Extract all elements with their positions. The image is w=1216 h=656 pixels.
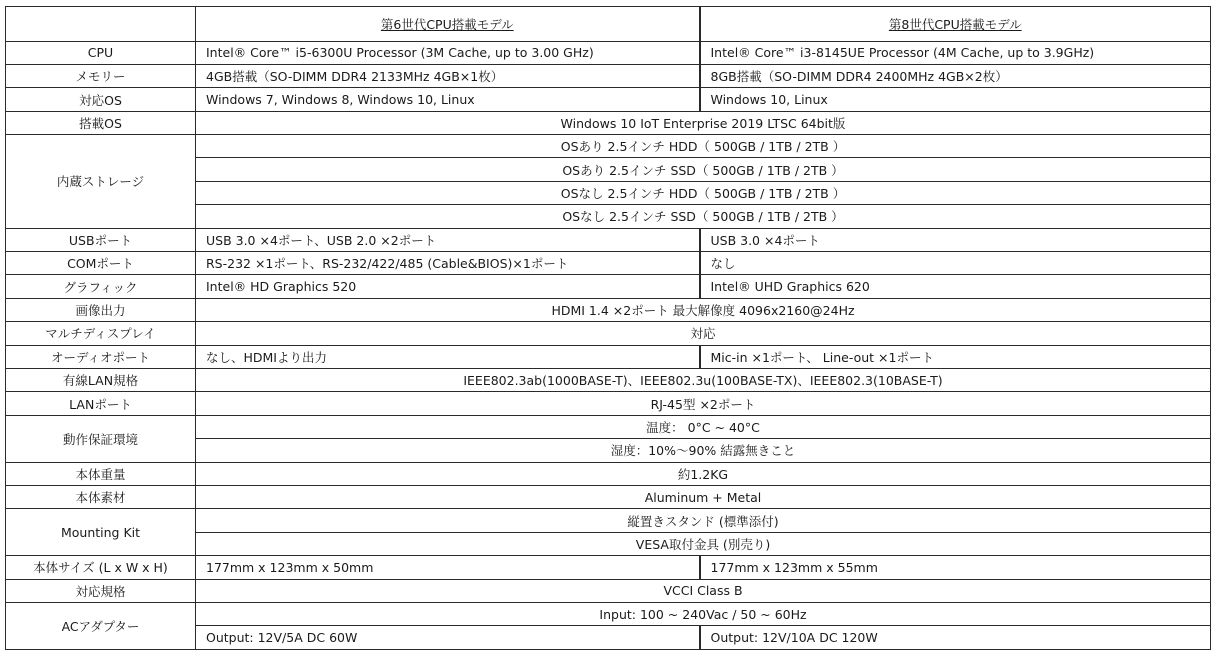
os-support-gen8: Windows 10, Linux (700, 88, 1211, 111)
row-environment-temp (6, 415, 1211, 438)
row-ac-input (6, 602, 1211, 625)
mounting-vesa: VESA取付金具 (別売り) (196, 532, 1211, 555)
row-label-audio: オーディオポート (6, 345, 196, 368)
row-lan-port (6, 392, 1211, 415)
multi-display-value: 対応 (196, 322, 1211, 345)
environment-humidity: 湿度：10%～90% 結露無きこと (196, 439, 1211, 462)
lan-standard-value: IEEE802.3ab(1000BASE-T)、IEEE802.3u(100BASE-TX)、IEEE802.3(10BASE-T) (196, 369, 1211, 392)
row-audio (6, 345, 1211, 368)
row-multi-display (6, 322, 1211, 345)
ac-input-value: Input: 100 ~ 240Vac / 50 ~ 60Hz (196, 602, 1211, 625)
row-com (6, 252, 1211, 275)
com-gen6: RS-232 ×1ポート、RS-232/422/485 (Cable&BIOS)×1ポート (196, 252, 700, 275)
environment-temperature: 温度： 0°C ~ 40°C (196, 415, 1211, 438)
row-video-out (6, 298, 1211, 321)
audio-gen8: Mic-in ×1ポート、 Line-out ×1ポート (700, 345, 1211, 368)
row-label-os-support: 対応OS (6, 88, 196, 111)
header-corner-cell (6, 7, 196, 42)
graphics-gen8: Intel® UHD Graphics 620 (700, 275, 1211, 298)
mounting-stand: 縦置きスタンド (標準添付) (196, 509, 1211, 532)
storage-option: OSなし 2.5インチ HDD（ 500GB / 1TB / 2TB ） (196, 181, 1211, 204)
os-support-gen6: Windows 7, Windows 8, Windows 10, Linux (196, 88, 700, 111)
row-label-ac-adapter: ACアダプター (6, 602, 196, 649)
spec-table (5, 6, 1211, 650)
row-graphics (6, 275, 1211, 298)
weight-value: 約1.2KG (196, 462, 1211, 485)
row-label-mounting: Mounting Kit (6, 509, 196, 556)
row-label-lan-standard: 有線LAN規格 (6, 369, 196, 392)
header-gen8: 第8世代CPU搭載モデル (700, 7, 1211, 42)
video-out-value: HDMI 1.4 ×2ポート 最大解像度 4096x2160@24Hz (196, 298, 1211, 321)
row-label-usb: USBポート (6, 228, 196, 251)
row-label-material: 本体素材 (6, 485, 196, 508)
row-storage-1 (6, 135, 1211, 158)
row-weight (6, 462, 1211, 485)
row-os-installed (6, 111, 1211, 134)
row-lan-standard (6, 369, 1211, 392)
usb-gen8: USB 3.0 ×4ポート (700, 228, 1211, 251)
storage-option: OSあり 2.5インチ HDD（ 500GB / 1TB / 2TB ） (196, 135, 1211, 158)
row-label-lan-port: LANポート (6, 392, 196, 415)
material-value: Aluminum + Metal (196, 485, 1211, 508)
row-label-compliance: 対応規格 (6, 579, 196, 602)
row-material (6, 485, 1211, 508)
size-gen8: 177mm x 123mm x 55mm (700, 556, 1211, 579)
row-os-support (6, 88, 1211, 111)
row-label-cpu: CPU (6, 41, 196, 64)
row-cpu (6, 41, 1211, 64)
row-label-size: 本体サイズ (L x W x H) (6, 556, 196, 579)
row-label-weight: 本体重量 (6, 462, 196, 485)
os-installed-value: Windows 10 IoT Enterprise 2019 LTSC 64bit版 (196, 111, 1211, 134)
cpu-gen6: Intel® Core™ i5-6300U Processor (3M Cache, up to 3.00 GHz) (196, 41, 700, 64)
row-compliance (6, 579, 1211, 602)
size-gen6: 177mm x 123mm x 50mm (196, 556, 700, 579)
usb-gen6: USB 3.0 ×4ポート、USB 2.0 ×2ポート (196, 228, 700, 251)
compliance-value: VCCI Class B (196, 579, 1211, 602)
row-label-storage: 内蔵ストレージ (6, 135, 196, 229)
audio-gen6: なし、HDMIより出力 (196, 345, 700, 368)
ac-output-gen6: Output: 12V/5A DC 60W (196, 626, 700, 650)
row-size (6, 556, 1211, 579)
com-gen8: なし (700, 252, 1211, 275)
graphics-gen6: Intel® HD Graphics 520 (196, 275, 700, 298)
row-label-os-installed: 搭載OS (6, 111, 196, 134)
storage-option: OSあり 2.5インチ SSD（ 500GB / 1TB / 2TB ） (196, 158, 1211, 181)
ac-output-gen8: Output: 12V/10A DC 120W (700, 626, 1211, 650)
row-label-memory: メモリー (6, 64, 196, 87)
row-mounting-stand (6, 509, 1211, 532)
row-label-multi-display: マルチディスプレイ (6, 322, 196, 345)
lan-port-value: RJ-45型 ×2ポート (196, 392, 1211, 415)
row-label-video-out: 画像出力 (6, 298, 196, 321)
row-usb (6, 228, 1211, 251)
memory-gen6: 4GB搭載（SO-DIMM DDR4 2133MHz 4GB×1枚） (196, 64, 700, 87)
cpu-gen8: Intel® Core™ i3-8145UE Processor (4M Cache, up to 3.9GHz) (700, 41, 1211, 64)
storage-option: OSなし 2.5インチ SSD（ 500GB / 1TB / 2TB ） (196, 205, 1211, 228)
row-label-com: COMポート (6, 252, 196, 275)
row-memory (6, 64, 1211, 87)
memory-gen8: 8GB搭載（SO-DIMM DDR4 2400MHz 4GB×2枚） (700, 64, 1211, 87)
header-gen6: 第6世代CPU搭載モデル (196, 7, 700, 42)
row-label-graphics: グラフィック (6, 275, 196, 298)
row-label-environment: 動作保証環境 (6, 415, 196, 462)
header-row (6, 7, 1211, 42)
